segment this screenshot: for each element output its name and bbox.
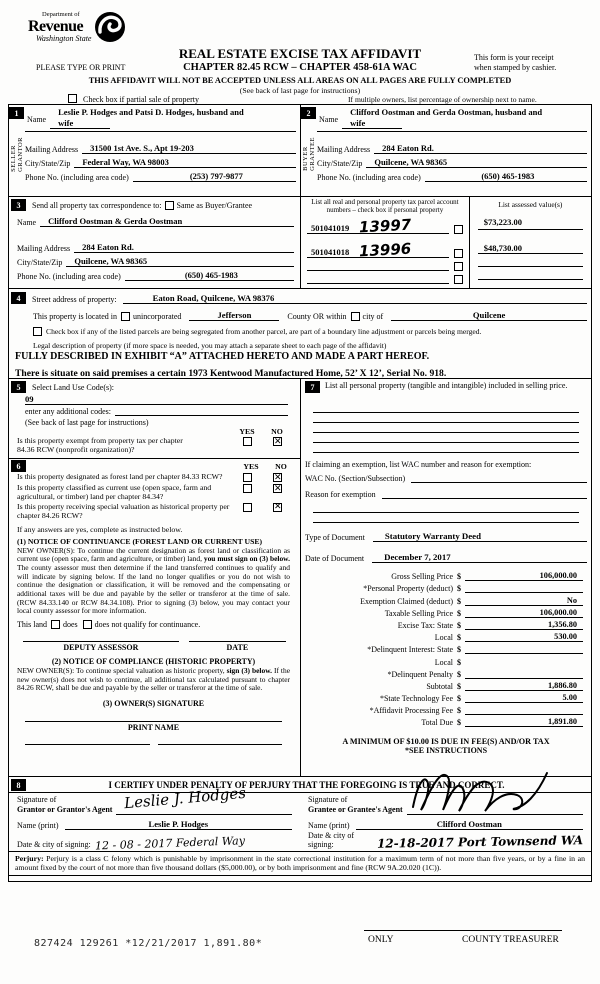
section-7-tab: 7 [305,381,320,393]
amount-row-personal: *Personal Property (deduct) $ [305,581,583,593]
buyer-city-label: City/State/Zip [317,159,363,169]
current-use-question-row [17,484,292,502]
forest-land-question: Is this property designated as forest land per chapter 84.33 RCW? [17,472,223,481]
assessed-value-2: $48,730.00 [478,230,583,254]
doc-type-value: Statutory Warranty Deed [373,531,587,542]
assessed-column [469,197,591,288]
parcel-row-1 [307,214,463,237]
treasurer-line [364,930,562,931]
parcel-2-checkbox [454,249,463,258]
buyer-phone-label: Phone No. (including area code) [317,173,421,183]
buyer-mailing-row [317,140,587,154]
section-6-tab: 6 [11,460,26,472]
seller-name-row [14,107,296,129]
current-use-question: Is this property classified as current use (open space, farm and agricultural, or timber) land per chapter 84.34? [17,483,212,501]
grantor-name-label: Name (print) [17,821,59,830]
personal-property-header: List all personal property (tangible and intangible) included in selling price. [325,381,568,390]
located-row [33,310,587,321]
amount-personal-value [465,592,583,593]
grantor-sig-label: Signature of Grantor or Grantor's Agent [17,795,113,814]
s3-mailing-row [11,239,294,253]
wac-label: WAC No. (Section/Subsection) [305,474,406,483]
seller-city-row [25,154,296,168]
reason-line-2 [313,503,579,513]
dor-logo [28,12,127,44]
continuance-row [17,620,290,629]
grantee-signature-block [300,793,591,851]
q3-no-cell [262,503,292,513]
amount-row-excise-state: Excise Tax: State $ 1,356.80 [305,618,583,630]
amount-subtotal-value: 1,886.80 [465,681,583,691]
additional-codes-row [25,407,288,416]
receipt-note-line2: when stamped by cashier. [474,63,557,72]
see-instructions-note: *SEE INSTRUCTIONS [404,746,488,756]
reason-label: Reason for exemption [305,490,376,499]
amount-row-gross: Gross Selling Price $ 106,000.00 [305,569,583,581]
assessor-labels-row [23,643,286,652]
s3-name-value: Clifford Oostman & Gerda Oostman [40,216,294,227]
seller-name-label: Name [27,115,47,124]
city-checkbox [351,312,360,321]
amount-delinq-int-state-value [465,653,583,654]
assessor-signature-lines [23,641,286,642]
deputy-assessor-line [23,641,179,642]
print-name-label: PRINT NAME [127,722,180,732]
section6-header-row [11,460,296,472]
this-land-label: This land [17,619,47,629]
q1-yes-cell [232,473,262,483]
assessed-value-4 [478,267,583,280]
section-5-tab: 5 [11,381,26,393]
street-address-value: Eaton Road, Quilcene, WA 98376 [123,293,587,304]
grantee-date-label: Date & city of signing: [308,831,354,849]
parcel-1-number-line [307,215,449,237]
buyer-name-underline [317,131,587,132]
buyer-mailing-value: 284 Eaton Rd. [374,143,587,154]
same-as-buyer-label: Same as Buyer/Grantee [176,200,253,210]
buyer-mailing-label: Mailing Address [317,145,371,155]
doc-date-label: Date of Document [305,554,365,563]
section-3 [9,197,591,289]
cashier-stamp: 827424 129261 *12/21/2017 1,891.80* [34,938,263,949]
assessed-value-1: $73,223.00 [478,217,583,230]
section-1-2 [9,105,591,197]
grantor-name-value: Leslie P. Hodges [65,819,292,830]
if-yes-note: If any answers are yes, complete as instructed below. [17,524,183,534]
seller-mailing-label: Mailing Address [25,145,79,155]
parcel-4-checkbox [454,275,463,284]
parcel-row-3 [307,258,463,271]
parcel-2-number-line [307,239,449,261]
q3-no-checkbox [273,503,282,512]
notice1-body: NEW OWNER(S): To continue the current designation as forest land or classification as current use (open space, farm and agriculture, or timber) land, you must sign on (3) below. The county assessor must then determine if the land transferred continues to qualify and will indicate by signing below. If the land no longer qualifies or you do not wish to continue the designation or classification, it will be removed and the compensating or additional taxes will be due and payable by the seller or transferor at the time of sale. (RCW 84.33.140 or RCW 84.34.108). Prior to signing (3) below, you may contact your local county assessor for more information. [17,545,290,616]
print-name-lines [25,744,282,745]
county-value: Jefferson [189,310,279,321]
city-of-label: city of [362,312,384,321]
buyer-name-value: Clifford Oostman and Gerda Oostman, husband and wife [342,107,587,129]
wac-row [305,474,587,483]
section-3-left [9,197,300,288]
section-5 [9,379,300,459]
does-not-checkbox [83,620,92,629]
grantor-name-row [17,819,292,830]
assessed-value-3 [478,254,583,267]
grantee-name-value: Clifford Oostman [356,819,583,830]
amount-exemption-value: No [465,596,583,606]
pp-line-4 [313,433,579,443]
q3-yes-cell [232,503,262,513]
city-value: Quilcene [391,310,587,321]
form-body [8,104,592,882]
exempt-no-checkbox [273,437,282,446]
q2-yes-checkbox [243,484,252,493]
unincorporated-label: unincorporated [132,312,182,321]
historic-question: Is this property receiving special valuation as historical property per chapter 84.26 RCW? [17,501,230,520]
reason-line [382,498,587,499]
buyer-name-row [306,107,587,129]
warning-line: THIS AFFIDAVIT WILL NOT BE ACCEPTED UNLESS ALL AREAS ON ALL PAGES ARE FULLY COMPLETED [88,76,512,85]
seller-section [9,105,300,196]
county-treasurer-label: COUNTY TREASURER [462,935,559,945]
amount-row-taxable: Taxable Selling Price $ 106,000.00 [305,606,583,618]
parcel-1-checkbox [454,225,463,234]
parcel-row-4 [307,271,463,284]
amounts-table [305,569,587,727]
exemption-note: If claiming an exemption, list WAC number and reason for exemption: [305,460,532,469]
notice1-title: (1) NOTICE OF CONTINUANCE (FOREST LAND OR CURRENT USE) [17,536,263,546]
q1-yes-checkbox [243,473,252,482]
parcel-2-number: 501041018 [311,247,350,258]
buyer-phone-value: (650) 465-1983 [425,171,587,182]
amount-taxable-value: 106,000.00 [465,608,583,618]
section-8 [9,777,591,876]
form-title: REAL ESTATE EXCISE TAX AFFIDAVIT [178,46,422,61]
section6-yes-no-header [236,462,296,471]
q2-yes-cell [232,484,262,494]
pp-line-3 [313,423,579,433]
section6-yes-label: YES [243,461,259,471]
parcel-column [300,197,469,288]
section6-no-label: NO [275,461,287,471]
buyer-side-label-1: BUYER [302,146,309,171]
amount-total-due-value: 1,891.80 [465,717,583,727]
amount-row-total-due: Total Due $ 1,891.80 [305,715,583,727]
buyer-city-row [317,154,587,168]
q1-no-checkbox [273,473,282,482]
does-label: does [63,619,78,629]
grantor-date-label: Date & city of signing: [17,840,91,849]
wac-line [411,482,587,483]
s3-mailing-label: Mailing Address [17,244,71,253]
logo-state-label: Washington State [36,33,92,43]
forest-land-question-row [17,473,292,483]
left-column [9,379,300,776]
section-6 [9,459,300,745]
legal-description-value: FULLY DESCRIBED IN EXHIBIT “A” ATTACHED HERETO AND MADE A PART HEREOF. [15,351,430,362]
owners-signature-line [25,721,282,722]
amount-affidavit-fee-value [465,714,583,715]
parcel-1-number: 501041019 [311,223,350,234]
seller-mailing-value: 31500 1st Ave. S., Apt 19-203 [82,143,296,154]
partial-sale-label: Check box if partial sale of property [83,95,199,104]
section5-yes-label: YES [239,427,255,436]
exempt-yes-cell [232,437,262,447]
amount-excise-state-value: 1,356.80 [465,620,583,630]
section5-yes-no-header [11,427,292,436]
section-4 [9,289,591,379]
does-not-label: does not qualify for continuance. [94,619,201,629]
owners-signature-label: (3) OWNER(S) SIGNATURE [102,698,205,708]
seller-name-underline [25,131,296,132]
correspondence-row [11,199,294,211]
assessor-date-label: DATE [226,642,249,652]
reason-row [305,490,587,499]
county-or-label: County OR within [287,312,347,321]
section-4-tab: 4 [11,292,26,304]
grantee-sig-label: Signature of Grantee or Grantee's Agent [308,795,403,814]
s3-city-value: Quilcene, WA 98365 [66,256,294,267]
perjury-note: Perjury: Perjury is a class C felony which is punishable by imprisonment in the state correctional institution for a maximum term of not more than five years, or by a fine in an amount fixed by the court of not more than five thousand dollars ($5,000.00), or by both imprisonment and fine (RCW 9A.20.020 (1C)). [9,851,591,876]
please-type-label: PLEASE TYPE OR PRINT [36,63,126,72]
amount-gross-value: 106,000.00 [465,571,583,581]
buyer-city-value: Quilcene, WA 98365 [366,157,587,168]
grantee-date-value: 12-18-2017 Port Townsend WA [376,833,584,851]
section-2-tab: 2 [301,107,316,119]
seller-name-value: Leslie P. Hodges and Patsi D. Hodges, husband and wife [50,107,296,129]
grantee-name-row [308,819,583,830]
s3-phone-row [11,267,294,281]
land-use-row [11,381,296,393]
seller-side-label-1: SELLER [10,144,17,172]
amount-row-delinq-int-local: Local $ [434,657,461,667]
does-checkbox [51,620,60,629]
parcel-header: List all real and personal property tax parcel account numbers – check box if personal property [311,198,459,215]
buyer-side-label-2: GRANTEE [309,137,317,171]
additional-codes-label: enter any additional codes: [25,407,111,416]
receipt-note [474,53,590,73]
grantee-signature-scribble-icon [407,765,557,813]
section-7 [300,379,591,776]
form-chapter: CHAPTER 82.45 RCW – CHAPTER 458-61A WAC [183,62,417,73]
dor-swirl-icon [93,10,127,44]
doc-date-value: December 7, 2017 [372,552,587,563]
sections-5-6-7 [9,379,591,777]
buyer-side-labels [302,137,316,171]
grantee-signature-line [407,801,583,815]
parcel-1-handwritten: 13997 [358,215,412,237]
reason-line-3 [313,513,579,523]
seller-side-labels [10,137,24,172]
section-8-tab: 8 [11,779,26,791]
grantor-date-row [17,833,292,853]
minimum-fee-note: A MINIMUM OF $10.00 IS DUE IN FEE(S) AND/OR TAX [342,737,550,747]
segregated-row [33,327,587,336]
q1-no-cell [262,473,292,483]
s3-city-row [11,253,294,267]
exempt-yes-checkbox [243,437,252,446]
multiple-owners-note: If multiple owners, list percentage of ownership next to name. [348,95,537,104]
correspondence-label: Send all property tax correspondence to: [32,200,162,210]
segregated-checkbox [33,327,42,336]
amount-row-tech-fee: *State Technology Fee $ 5.00 [305,691,583,703]
s3-phone-label: Phone No. (including area code) [17,272,121,281]
exempt-no-cell [262,437,292,447]
exempt-question: Is this property exempt from property tax per chapter 84.36 RCW (nonprofit organization)? [17,436,183,454]
doc-type-label: Type of Document [305,533,365,542]
seller-phone-row [25,168,296,182]
amount-row-subtotal: Subtotal $ 1,886.80 [305,679,583,691]
print-name-line-1 [25,744,150,745]
assessed-header: List assessed value(s) [498,200,563,209]
grantor-signature-line [116,783,292,815]
parcel-3-number-line [307,270,449,271]
q3-yes-checkbox [243,503,252,512]
s3-name-label: Name [17,218,37,227]
street-address-label: Street address of property: [32,295,117,304]
logo-dept-label: Department of [42,11,80,18]
buyer-section [300,105,591,196]
seller-phone-label: Phone No. (including area code) [25,173,129,183]
grantee-name-label: Name (print) [308,821,350,830]
historic-question-row [17,503,292,521]
partial-sale-checkbox [68,94,77,103]
s3-name-row [11,213,294,227]
seller-city-label: City/State/Zip [25,159,71,169]
dor-logo-text [28,12,91,43]
parcel-4-number-line [307,283,449,284]
street-address-row [11,292,587,304]
s3-mailing-value: 284 Eaton Rd. [74,242,294,253]
doc-date-row [305,552,587,563]
buyer-phone-row [317,168,587,182]
pp-line-5 [313,443,579,453]
grantee-date-row [308,833,583,849]
receipt-note-line1: This form is your receipt [474,53,554,62]
section5-no-label: NO [271,427,283,436]
grantor-signature-block [9,783,300,853]
grantee-sig-row [308,795,583,815]
seller-phone-value: (253) 797-9877 [133,171,296,182]
exempt-question-row [17,437,292,455]
s3-phone-value: (650) 465-1983 [125,270,294,281]
section-3-tab: 3 [11,199,26,211]
notice2-title: (2) NOTICE OF COMPLIANCE (HISTORIC PROPERTY) [51,656,256,666]
grantor-date-value: 12 - 08 - 2017 Federal Way [94,834,245,853]
additional-codes-line [115,415,288,416]
land-use-label: Select Land Use Code(s): [32,382,114,392]
amount-row-exemption: Exemption Claimed (deduct) $ No [305,593,583,605]
certify-statement: I CERTIFY UNDER PENALTY OF PERJURY THAT THE FOREGOING IS TRUE AND CORRECT. [108,780,505,790]
amount-tech-fee-value: 5.00 [465,693,583,703]
only-label: ONLY [368,935,394,945]
amount-row-delinq-penalty: *Delinquent Penalty $ [305,667,583,679]
unincorporated-checkbox [121,312,130,321]
assessor-date-line [189,641,286,642]
pp-line-2 [313,413,579,423]
same-as-buyer-checkbox [165,201,174,210]
deputy-assessor-label: DEPUTY ASSESSOR [63,642,139,652]
section-1-tab: 1 [9,107,24,119]
s3-city-label: City/State/Zip [17,258,63,267]
personal-property-header-row [305,381,587,393]
located-label: This property is located in [33,312,117,321]
pp-line-1 [313,403,579,413]
seller-side-label-2: GRANTOR [17,137,25,172]
see-back-line: (See back of last page for instructions) [239,86,361,95]
parcel-3-checkbox [454,262,463,271]
amount-delinq-penalty-value [465,678,583,679]
land-use-value: 09 [25,394,288,405]
grantor-sig-row [17,783,292,815]
parcel-row-2 [307,234,463,261]
amount-row-excise-local: Local $ 530.00 [305,630,583,642]
section5-see-back: (See back of last page for instructions) [25,418,149,427]
q2-no-checkbox [273,484,282,493]
buyer-name-label: Name [319,115,339,124]
amount-row-affidavit-fee: *Affidavit Processing Fee $ [305,703,583,715]
grantor-signature: Leslie J. Hodges [123,783,248,813]
situate-line: There is situate on said premises a certain 1973 Kentwood Manufactured Home, 52’ X 12’, Serial No. 918. [15,368,447,379]
amount-row-delinq-int-state: *Delinquent Interest: State $ [305,642,583,654]
q2-no-cell [262,484,292,494]
partial-sale-row [68,94,199,104]
legal-description-label: Legal description of property (if more space is needed, you may attach a separate sheet to each page of the affidavit) [33,341,387,350]
seller-city-value: Federal Way, WA 98003 [74,157,296,168]
doc-type-row [305,531,587,542]
logo-revenue-label: Revenue [28,17,84,35]
parcel-2-handwritten: 13996 [358,239,412,261]
seller-mailing-row [25,140,296,154]
amount-excise-local-value: 530.00 [465,632,583,642]
print-name-line-2 [158,744,283,745]
segregated-label: Check box if any of the listed parcels are being segregated from another parcel, are part of a boundary line adjustment or parcels being merged. [46,327,482,336]
notice2-body: NEW OWNER(S): To continue special valuation as historic property, sign (3) below. If the new owner(s) does not wish to continue, all additional tax calculated pursuant to chapter 84.26 RCW, shall be due and payable by the seller or transferor at the time of sale. [17,665,291,693]
